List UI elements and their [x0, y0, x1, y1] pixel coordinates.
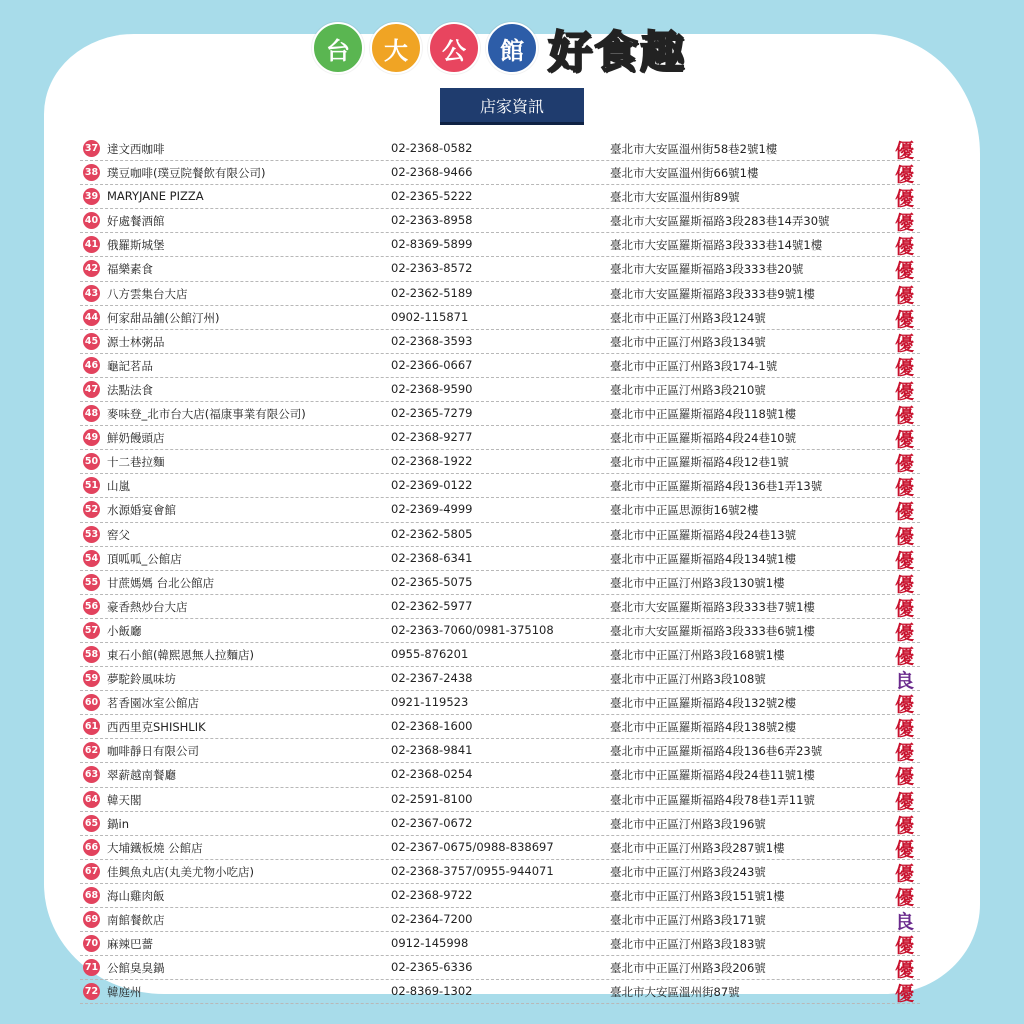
store-grade: 優	[894, 284, 914, 307]
store-number-badge: 60	[83, 694, 100, 711]
store-row	[80, 715, 920, 739]
store-address: 臺北市中正區汀州路3段183號	[610, 937, 766, 952]
store-number-badge: 66	[83, 839, 100, 856]
store-address: 臺北市中正區汀州路3段151號1樓	[610, 888, 785, 903]
store-grade: 優	[894, 766, 914, 789]
store-grade: 優	[894, 718, 914, 741]
store-row	[80, 763, 920, 787]
store-grade: 優	[894, 838, 914, 861]
store-grade: 優	[894, 477, 914, 500]
store-name: 麻辣巴薔	[107, 937, 153, 952]
store-name: 海山雞肉飯	[107, 888, 165, 903]
store-name: 甘蔗媽媽 台北公館店	[107, 575, 215, 590]
store-phone: 02-2366-0667	[391, 357, 473, 372]
store-number-badge: 42	[83, 260, 100, 277]
store-name: 小飯廳	[107, 623, 142, 638]
store-number-badge: 56	[83, 598, 100, 615]
store-number-badge: 64	[83, 791, 100, 808]
store-row	[80, 474, 920, 498]
store-address: 臺北市中正區汀州路3段124號	[610, 310, 766, 325]
store-grade: 優	[894, 260, 914, 283]
store-grade: 優	[894, 308, 914, 331]
store-number-badge: 72	[83, 983, 100, 1000]
store-address: 臺北市中正區羅斯福路4段24巷10號	[610, 431, 797, 446]
store-number-badge: 43	[83, 285, 100, 302]
store-row	[80, 980, 920, 1004]
store-address: 臺北市中正區汀州路3段130號1樓	[610, 575, 785, 590]
store-phone: 02-2362-5805	[391, 526, 473, 541]
store-row	[80, 860, 920, 884]
store-number-badge: 49	[83, 429, 100, 446]
store-row	[80, 788, 920, 812]
store-phone: 02-2363-7060/0981-375108	[391, 622, 554, 637]
store-row	[80, 595, 920, 619]
store-phone: 0921-119523	[391, 695, 469, 710]
store-grade: 優	[894, 405, 914, 428]
store-number-badge: 46	[83, 357, 100, 374]
store-address: 臺北市中正區思源街16號2樓	[610, 503, 759, 518]
store-address: 臺北市大安區羅斯福路3段333巷14號1樓	[610, 238, 823, 253]
store-phone: 02-2362-5977	[391, 598, 473, 613]
store-row	[80, 691, 920, 715]
store-name: 佳興魚丸店(丸美尤物小吃店)	[107, 864, 254, 879]
store-grade: 優	[894, 983, 914, 1006]
store-number-badge: 62	[83, 742, 100, 759]
store-name: 大埔鐵板燒 公館店	[107, 840, 203, 855]
store-grade: 優	[894, 212, 914, 235]
store-address: 臺北市中正區汀州路3段206號	[610, 961, 766, 976]
store-number-badge: 45	[83, 333, 100, 350]
store-number-badge: 67	[83, 863, 100, 880]
store-row	[80, 426, 920, 450]
store-phone: 02-2365-5075	[391, 574, 473, 589]
store-row	[80, 450, 920, 474]
logo-char-3: 公	[428, 22, 480, 74]
store-name: 法點法食	[107, 382, 153, 397]
store-phone: 02-2368-3593	[391, 333, 473, 348]
store-row	[80, 836, 920, 860]
store-name: 南館餐飲店	[107, 913, 165, 927]
store-address: 臺北市中正區羅斯福路4段136巷6弄23號	[610, 744, 823, 759]
store-address: 臺北市中正區羅斯福路4段132號2樓	[610, 696, 797, 711]
store-name: 山嵐	[107, 479, 130, 494]
store-name: 頂呱呱_公館店	[107, 551, 182, 566]
store-row	[80, 643, 920, 667]
store-phone: 02-2369-0122	[391, 478, 473, 493]
store-address: 臺北市中正區汀州路3段196號	[610, 816, 766, 831]
store-phone: 0955-876201	[391, 646, 469, 661]
store-number-badge: 65	[83, 815, 100, 832]
store-name: 何家甜品舖(公館汀州)	[107, 310, 220, 325]
store-number-badge: 40	[83, 212, 100, 229]
store-number-badge: 68	[83, 887, 100, 904]
store-grade: 優	[894, 429, 914, 452]
store-number-badge: 58	[83, 646, 100, 663]
store-grade: 優	[894, 790, 914, 813]
store-phone: 02-2368-1600	[391, 719, 473, 734]
store-row	[80, 185, 920, 209]
store-row	[80, 884, 920, 908]
store-phone: 02-2369-4999	[391, 502, 473, 517]
store-address: 臺北市大安區羅斯福路3段283巷14弄30號	[610, 214, 830, 229]
store-grade: 良	[894, 670, 914, 693]
logo-char-2: 大	[370, 22, 422, 74]
store-name: 豪香熱炒台大店	[107, 599, 188, 614]
store-number-badge: 37	[83, 140, 100, 157]
store-phone: 02-2368-9590	[391, 381, 473, 396]
store-phone: 02-2368-6341	[391, 550, 473, 565]
store-number-badge: 59	[83, 670, 100, 687]
store-grade: 優	[894, 140, 914, 162]
store-row	[80, 619, 920, 643]
store-address: 臺北市中正區汀州路3段174-1號	[610, 358, 778, 373]
store-phone: 02-2368-1922	[391, 454, 473, 469]
store-row	[80, 667, 920, 691]
store-row	[80, 161, 920, 185]
store-address: 臺北市中正區汀州路3段287號1樓	[610, 840, 785, 855]
store-phone: 02-2367-2438	[391, 671, 473, 686]
store-name: 俄羅斯城堡	[107, 238, 165, 253]
store-name: 公館臭臭鍋	[107, 961, 165, 976]
store-address: 臺北市中正區羅斯福路4段12巷1號	[610, 455, 789, 470]
store-grade: 優	[894, 959, 914, 982]
store-number-badge: 52	[83, 501, 100, 518]
store-row	[80, 209, 920, 233]
store-row	[80, 547, 920, 571]
store-row	[80, 498, 920, 522]
store-number-badge: 70	[83, 935, 100, 952]
store-phone: 02-2363-8572	[391, 261, 473, 276]
store-phone: 02-2362-5189	[391, 285, 473, 300]
store-number-badge: 71	[83, 959, 100, 976]
store-address: 臺北市中正區汀州路3段210號	[610, 382, 766, 397]
store-address: 臺北市中正區羅斯福路4段24巷11號1樓	[610, 768, 815, 783]
store-number-badge: 47	[83, 381, 100, 398]
store-name: 源士林粥品	[107, 334, 165, 349]
store-row	[80, 306, 920, 330]
store-name: 八方雲集台大店	[107, 286, 188, 301]
store-row	[80, 233, 920, 257]
store-address: 臺北市大安區羅斯福路3段333巷9號1樓	[610, 286, 815, 301]
store-name: MARYJANE PIZZA	[107, 189, 204, 204]
store-name: 鮮奶饅頭店	[107, 431, 165, 446]
store-number-badge: 51	[83, 477, 100, 494]
store-grade: 優	[894, 164, 914, 187]
store-grade: 優	[894, 453, 914, 476]
store-number-badge: 50	[83, 453, 100, 470]
store-phone: 0902-115871	[391, 309, 469, 324]
store-address: 臺北市大安區溫州街89號	[610, 190, 740, 205]
store-phone: 02-2365-7279	[391, 406, 473, 421]
store-row	[80, 257, 920, 281]
store-row	[80, 956, 920, 980]
store-phone: 0912-145998	[391, 936, 469, 951]
store-phone: 02-2365-5222	[391, 189, 473, 204]
store-address: 臺北市大安區溫州街66號1樓	[610, 166, 759, 181]
store-name: 韓庭州	[107, 985, 142, 1000]
store-address: 臺北市大安區羅斯福路3段333巷20號	[610, 262, 804, 277]
store-phone: 02-2368-9466	[391, 165, 473, 180]
store-phone: 02-2368-9841	[391, 743, 473, 758]
section-tab: 店家資訊	[440, 88, 584, 125]
logo	[312, 16, 722, 80]
store-address: 臺北市中正區汀州路3段134號	[610, 334, 766, 349]
logo-char-1: 台	[312, 22, 364, 74]
store-number-badge: 39	[83, 188, 100, 205]
store-number-badge: 41	[83, 236, 100, 253]
store-phone: 02-2364-7200	[391, 912, 473, 926]
store-phone: 02-2367-0675/0988-838697	[391, 839, 554, 854]
store-name: 東石小館(韓熙恩無人拉麵店)	[107, 647, 254, 662]
logo-char-4: 館	[486, 22, 538, 74]
store-phone: 02-2591-8100	[391, 791, 473, 806]
store-grade: 優	[894, 862, 914, 885]
store-name: 龜記茗品	[107, 358, 153, 373]
store-address: 臺北市中正區羅斯福路4段78巷1弄11號	[610, 792, 815, 807]
store-name: 鍋in	[107, 816, 129, 831]
store-name: 十二巷拉麵	[107, 455, 165, 470]
store-grade: 優	[894, 742, 914, 765]
store-address: 臺北市大安區溫州街87號	[610, 985, 740, 1000]
store-address: 臺北市大安區羅斯福路3段333巷6號1樓	[610, 623, 815, 638]
store-row	[80, 378, 920, 402]
store-phone: 02-2367-0672	[391, 815, 473, 830]
store-name: 達文西咖啡	[107, 142, 165, 156]
store-row	[80, 330, 920, 354]
store-grade: 優	[894, 380, 914, 403]
store-phone: 02-2368-0582	[391, 141, 473, 155]
store-address: 臺北市大安區溫州街58巷2號1樓	[610, 142, 778, 156]
store-number-badge: 57	[83, 622, 100, 639]
store-grade: 良	[894, 911, 914, 933]
store-phone: 02-8369-5899	[391, 237, 473, 252]
store-grade: 優	[894, 236, 914, 259]
store-number-badge: 38	[83, 164, 100, 181]
store-list	[80, 137, 920, 1004]
store-phone: 02-2363-8958	[391, 213, 473, 228]
store-name: 麥味登_北市台大店(福康事業有限公司)	[107, 407, 306, 422]
store-name: 好處餐酒館	[107, 214, 165, 229]
store-name: 水源婚宴會館	[107, 503, 176, 518]
store-name: 窖父	[107, 527, 130, 542]
store-address: 臺北市中正區汀州路3段108號	[610, 672, 766, 687]
store-grade: 優	[894, 935, 914, 958]
store-name: 韓天閣	[107, 792, 142, 807]
store-grade: 優	[894, 694, 914, 717]
store-number-badge: 44	[83, 309, 100, 326]
store-grade: 優	[894, 573, 914, 596]
page-title: 好食趣	[548, 27, 686, 78]
store-grade: 優	[894, 356, 914, 379]
store-address: 臺北市中正區羅斯福路4段134號1樓	[610, 551, 797, 566]
store-row	[80, 739, 920, 763]
store-row	[80, 523, 920, 547]
store-name: 夢駝鈴風味坊	[107, 672, 176, 687]
store-row	[80, 812, 920, 836]
store-grade: 優	[894, 814, 914, 837]
store-name: 翠薪越南餐廳	[107, 768, 176, 783]
store-row	[80, 137, 920, 161]
store-grade: 優	[894, 621, 914, 644]
store-address: 臺北市中正區汀州路3段243號	[610, 864, 766, 879]
store-number-badge: 54	[83, 550, 100, 567]
store-row	[80, 354, 920, 378]
store-name: 西西里克SHISHLIK	[107, 720, 206, 735]
store-row	[80, 282, 920, 306]
store-address: 臺北市中正區汀州路3段171號	[610, 913, 766, 927]
store-address: 臺北市大安區羅斯福路3段333巷7號1樓	[610, 599, 815, 614]
store-grade: 優	[894, 886, 914, 909]
store-row	[80, 908, 920, 932]
store-row	[80, 402, 920, 426]
store-number-badge: 69	[83, 911, 100, 928]
store-address: 臺北市中正區羅斯福路4段24巷13號	[610, 527, 797, 542]
store-grade: 優	[894, 645, 914, 668]
store-name: 璞豆咖啡(璞豆院餐飲有限公司)	[107, 166, 266, 181]
store-address: 臺北市中正區羅斯福路4段136巷1弄13號	[610, 479, 823, 494]
store-grade: 優	[894, 501, 914, 524]
store-number-badge: 61	[83, 718, 100, 735]
store-name: 茗香園冰室公館店	[107, 696, 199, 711]
store-phone: 02-2365-6336	[391, 960, 473, 975]
store-phone: 02-8369-1302	[391, 984, 473, 999]
store-address: 臺北市中正區汀州路3段168號1樓	[610, 647, 785, 662]
store-grade: 優	[894, 332, 914, 355]
store-number-badge: 55	[83, 574, 100, 591]
store-name: 福樂素食	[107, 262, 153, 277]
store-number-badge: 63	[83, 766, 100, 783]
store-phone: 02-2368-9277	[391, 430, 473, 445]
store-grade: 優	[894, 525, 914, 548]
store-phone: 02-2368-0254	[391, 767, 473, 782]
store-row	[80, 932, 920, 956]
store-address: 臺北市中正區羅斯福路4段118號1樓	[610, 407, 797, 422]
store-name: 咖啡靜日有限公司	[107, 744, 199, 759]
store-grade: 優	[894, 549, 914, 572]
store-number-badge: 48	[83, 405, 100, 422]
store-number-badge: 53	[83, 526, 100, 543]
store-grade: 優	[894, 597, 914, 620]
store-phone: 02-2368-9722	[391, 887, 473, 902]
store-row	[80, 571, 920, 595]
store-phone: 02-2368-3757/0955-944071	[391, 863, 554, 878]
store-grade: 優	[894, 188, 914, 211]
store-address: 臺北市中正區羅斯福路4段138號2樓	[610, 720, 797, 735]
